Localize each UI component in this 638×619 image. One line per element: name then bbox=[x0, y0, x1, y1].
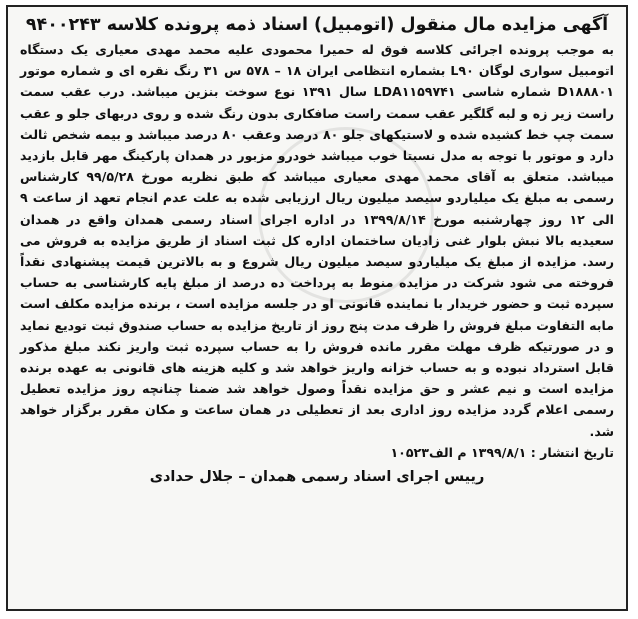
auction-notice bbox=[6, 5, 628, 611]
notice-title: آگهی مزایده مال منقول (اتومبیل) اسناد ذمه پرونده کلاسه ۹۴۰۰۲۴۳ bbox=[25, 15, 609, 35]
notice-body: به موجب پرونده اجرائی کلاسه فوق له حمیرا محمودی علیه محمد مهدی معیاری یک دستگاه اتومبیل سواری لوگان L۹۰ بشماره انتظامی ایران ۱۸ – ۵۷۸ س ۳۱ رنگ نقره ای و شماره موتور D۱۸۸۸۰۱ شماره شاسی LDA۱۱۵۹۷۴۱ سال ۱۳۹۱ نوع سوخت بنزین میباشد. درب عقب سمت راست زیر زه و لبه گلگیر عقب سمت راست صافکاری بدون رنگ شده و روی دربهای جلو و عقب سمت چپ خط کشیده شده و لاستیکهای جلو ۸۰ درصد وعقب ۸۰ درصد میباشد و بیمه شخص ثالث دارد و موتور با توجه به مدل نسبتا خوب میباشد خودرو مزبور در همدان پارکینگ مهر قابل بازدید میباشد. متعلق به آقای محمد مهدی معیاری میباشد که طبق نظریه مورخ ۹۹/۵/۲۸ کارشناس رسمی به مبلغ یک میلیاردو سیصد میلیون ریال ارزیابی شده به علت عدم انجام تعهد از ساعت ۹ الی ۱۲ روز چهارشنبه مورخ ۱۳۹۹/۸/۱۴ در اداره اجرای اسناد رسمی همدان واقع در همدان سعیدیه بالا نبش بلوار غنی زادیان ساختمان اداره کل ثبت اسناد از طریق مزایده به فروش می رسد. مزایده از مبلغ یک میلیاردو سیصد میلیون ریال شروع و به بالاترین قیمت پیشنهادی نقداً فروخته می شود شرکت در مزایده منوط به پرداخت ده درصد از مبلغ پایه کارشناسی به حساب سپرده ثبت و حضور خریدار با نماینده قانونی او در جلسه مزایده است ، برنده مزایده مکلف است مابه التفاوت مبلغ فروش را ظرف مدت پنج روز از تاریخ مزایده به حساب صندوق ثبت توديع نماید و در صورتیکه ظرف مهلت مقرر مانده فروش را به حساب سپرده ثبت واریز نکند مبلغ مذکور قابل استرداد نبوده و به حساب خزانه واریز خواهد شد و کلیه هزینه های قانونی به عهده برنده مزایده است و نیم عشر و حق مزایده نقداً وصول خواهد شد ضمنا چنانچه روز مزایده تعطیل رسمی اعلام گردد مزایده روز اداری بعد از تعطیلی در همان ساعت و مکان مقرر برگزار خواهد شد. bbox=[20, 42, 615, 439]
signature-line: رییس اجرای اسناد رسمی همدان – جلال حدادی bbox=[149, 468, 485, 485]
publish-date-line: تاریخ انتشار : ۱۳۹۹/۸/۱ م الف۱۰۵۲۳ bbox=[390, 444, 614, 460]
